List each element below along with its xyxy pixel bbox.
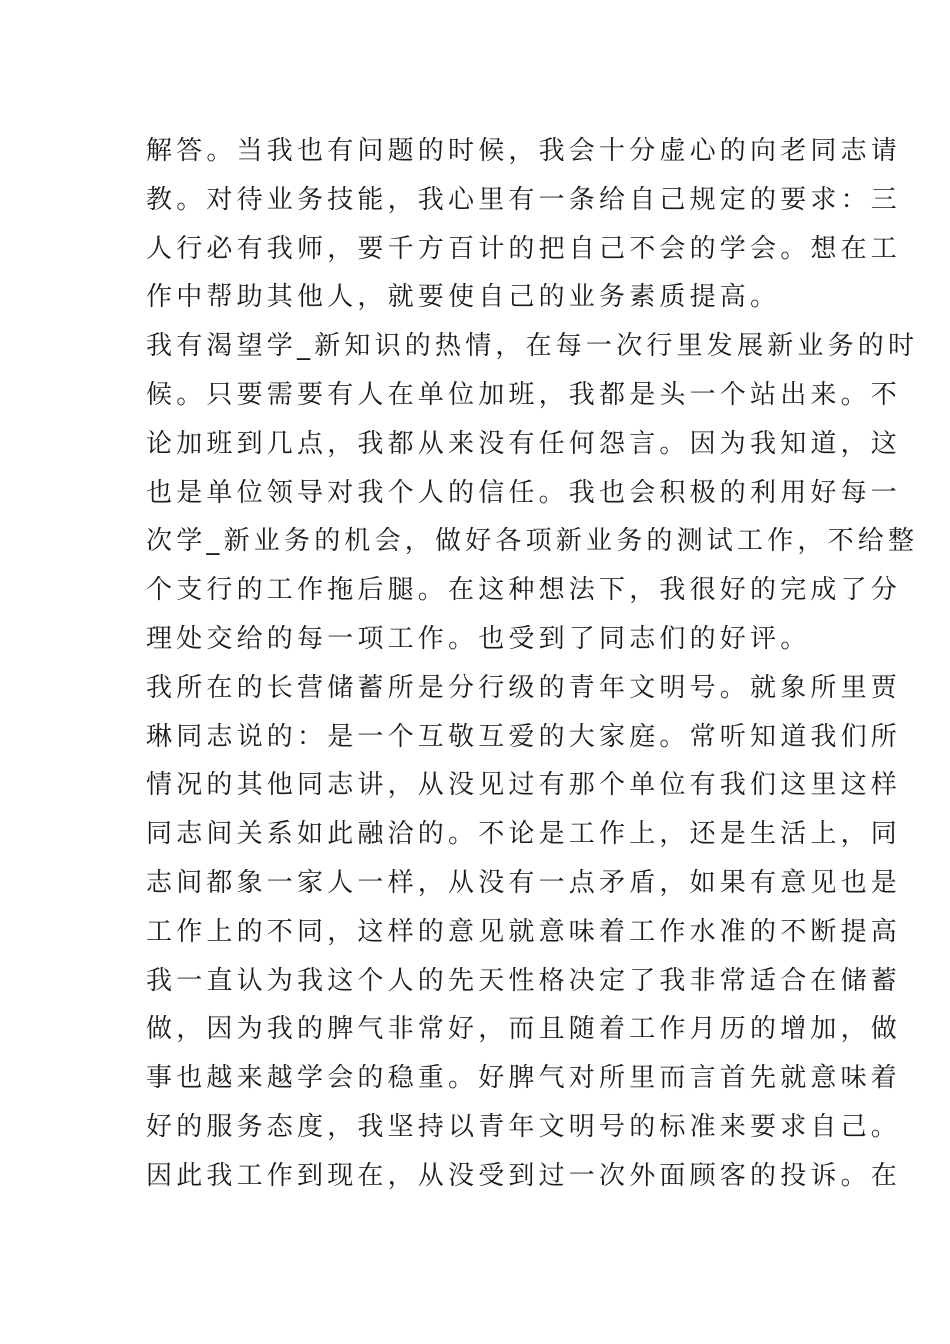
text-line: 好的服务态度，我坚持以青年文明号的标准来要求自己。: [146, 1111, 902, 1142]
text-line: 我所在的长营储蓄所是分行级的青年文明号。就象所里贾: [146, 672, 902, 703]
text-line: 做，因为我的脾气非常好，而且随着工作月历的增加，做: [146, 1014, 902, 1045]
text-line: 因此我工作到现在，从没受到过一次外面顾客的投诉。在: [146, 1160, 902, 1191]
text-line: 作中帮助其他人，就要使自己的业务素质提高。: [146, 282, 781, 313]
text-line: 也是单位领导对我个人的信任。我也会积极的利用好每一: [146, 477, 902, 508]
text-line: 教。对待业务技能，我心里有一条给自己规定的要求：三: [146, 184, 902, 215]
text-line: 情况的其他同志讲，从没见过有那个单位有我们这里这样: [146, 770, 902, 801]
text-line: 工作上的不同，这样的意见就意味着工作水准的不断提高: [146, 916, 902, 947]
text-line: 次学_新业务的机会，做好各项新业务的测试工作，不给整: [146, 526, 919, 557]
text-line: 论加班到几点，我都从来没有任何怨言。因为我知道，这: [146, 428, 902, 459]
text-line: 我一直认为我这个人的先天性格决定了我非常适合在储蓄: [146, 965, 902, 996]
text-line: 琳同志说的：是一个互敬互爱的大家庭。常听知道我们所: [146, 721, 902, 752]
text-line: 同志间关系如此融洽的。不论是工作上，还是生活上，同: [146, 819, 902, 850]
text-line: 理处交给的每一项工作。也受到了同志们的好评。: [146, 623, 811, 654]
text-line: 事也越来越学会的稳重。好脾气对所里而言首先就意味着: [146, 1063, 902, 1094]
text-line: 候。只要需要有人在单位加班，我都是头一个站出来。不: [146, 379, 902, 410]
text-line: 个支行的工作拖后腿。在这种想法下，我很好的完成了分: [146, 575, 902, 606]
text-line: 志间都象一家人一样，从没有一点矛盾，如果有意见也是: [146, 867, 902, 898]
text-line: 解答。当我也有问题的时候，我会十分虚心的向老同志请: [146, 136, 902, 166]
text-line: 人行必有我师，要千方百计的把自己不会的学会。想在工: [146, 233, 902, 264]
body-text: [146, 127, 919, 1201]
text-line: 我有渴望学_新知识的热情，在每一次行里发展新业务的时: [146, 331, 919, 362]
